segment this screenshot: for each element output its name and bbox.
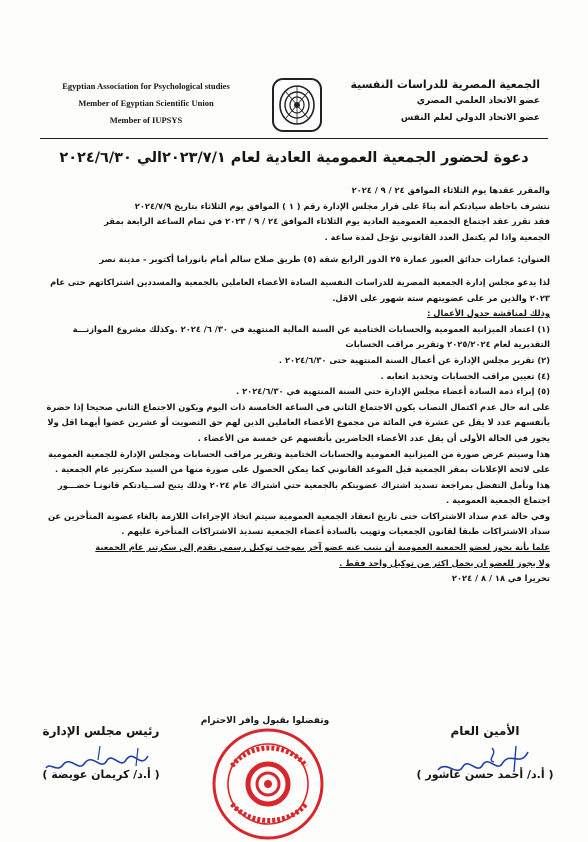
agenda-item: (٢) تقرير مجلس الإدارة عن أعمال السنة المنتهية حتى ٢٠٢٤/٦/٣٠ . xyxy=(278,354,550,365)
handwritten-signature xyxy=(42,742,158,774)
signature-block-secretary xyxy=(410,724,560,781)
secretary-title: الأمين العام xyxy=(450,724,520,738)
body-line: فقد تقرر عقد اجتماع الجمعية العمومية العادية يوم الثلاثاء الموافق ٢٤ / ٩ / ٢٠٢٣ في تمام الساعة الرابعة بمقر xyxy=(104,216,550,227)
proxy-note: ولا يجوز للعضو ان يحمل اكثر من توكيل واحد فقط . xyxy=(339,557,550,568)
body-line: نتشرف باحاطة سيادتكم أنه بناءً على قرار مجلس الإدارة رقم ( ١ ) الموافق يوم الثلاثاء بتاريخ ٢٠٢٤/٧/٩ xyxy=(134,200,550,211)
agenda-item: (١) اعتماد الميزانية العمومية والحسابات الختامية عن السنة المالية المنتهية في ٣٠/ ٦/ ٢٠٢٤ .وكذلك مشروع الموازنـــة xyxy=(72,323,550,334)
body-line: ٢٠٢٣ والذين مر على عضويتهم ستة شهور على الاقل. xyxy=(332,292,550,303)
association-stamp-icon xyxy=(210,726,326,842)
header-arabic xyxy=(330,76,540,127)
body-line: يجوز في الحالة الأولى أن يقل عدد الأعضاء الحاضرين بأنفسهم عن خمسة من الأعضاء . xyxy=(197,432,550,443)
issue-date: تحريرا في ١٨ / ٨ / ٢٠٢٤ xyxy=(451,573,550,584)
header-en-line1: Egyptian Association for Psychological studies xyxy=(62,81,230,91)
body-line: هذا وسيتم عرض صورة من الميزانية العمومية والحسابات الختامية وتقرير مراقب الحسابات ومجلس الإدارة للجمعية العمومية xyxy=(48,448,550,459)
header-ar-line2: عضو الاتحاد العلمي المصري xyxy=(416,96,540,106)
body-line: وفي حالة عدم سداد الاشتراكات حتى تاريخ انعقاد الجمعية العمومية سيتم اتخاذ الإجراءات اللازمة بالغاء عضوية المتأخرين عن xyxy=(47,510,550,521)
body-line: لذا يدعو مجلس إدارة الجمعية المصرية للدراسات النفسية السادة الأعضاء العاملين بالجمعية والمسددين اشتراكاتهم حتى عام xyxy=(50,276,550,287)
header-en-line2: Member of Egyptian Scientific Union xyxy=(78,98,214,108)
body-line: على لائحة الإعلانات بمقر الجمعية قبل الموعد القانوني كما يمكن الحصول على صورة منها من السيد سكرتير عام الجمعية . xyxy=(55,464,550,475)
body-line: هذا ونأمل التفضل بمراجعة تسديد اشتراك عضويتكم بالجمعية حتي اشتراك عام ٢٠٢٤ وذلك يتيح لســيادتكم قانونـا حضـــور xyxy=(58,479,550,490)
body-line: على انه حال عدم اكتمال النصاب يكون الاجتماع الثاني في الساعة الخامسة ذات اليوم ويكون الاجتماع الثاني صحيحا إذا حضرة xyxy=(46,401,550,412)
header-ar-line1: الجمعية المصرية للدراسات النفسية xyxy=(350,78,540,91)
address-line: العنوان: عمارات حدائق العبور عمارة ٢٥ الدور الرابع شقة (٥) طريق صلاح سالم أمام بانوراما أكتوبر - مدينة نصر xyxy=(99,254,550,265)
header-english xyxy=(46,78,246,129)
header-ar-line3: عضو الاتحاد الدولي لعلم النفس xyxy=(400,113,540,123)
chairman-name: ( أ.د/ كريمان عويضة ) xyxy=(42,768,160,781)
handwritten-signature xyxy=(428,742,538,778)
body-line: اجتماع الجمعية العمومية . xyxy=(446,495,550,506)
chairman-title: رئيس مجلس الإدارة xyxy=(42,724,160,738)
header-en-line3: Member of IUPSYS xyxy=(109,115,183,125)
signature-block-chairman xyxy=(26,724,176,781)
agenda-item: التقديرية لعام ٢٠٢٥/٢٠٢٤ وتقرير مراقب الحسابات xyxy=(345,339,550,350)
letter-body xyxy=(38,183,550,587)
document-title: دعوة لحضور الجمعية العمومية العادية لعام ٢٠٢٣/٧/١الي ٢٠٢٤/٦/٣٠ xyxy=(59,150,529,166)
closing-line: وتفضلوا بقبول وافر الاحترام xyxy=(200,716,330,726)
body-line: سداد الاشتراكات طبقا لقانون الجمعيات وتهيب بالسادة أعضاء الجمعية تسديد الاشتراكات المتأخرة عليهم . xyxy=(121,526,550,537)
body-line: والمقرر عقدها يوم الثلاثاء الموافق ٢٤ / ٩ / ٢٠٢٤ xyxy=(351,185,550,195)
header-divider xyxy=(40,138,548,139)
agenda-heading: وذلك لمناقشة جدول الأعمال : xyxy=(427,308,550,319)
proxy-note: علما بأنة يجوز لعضو الجمعية العمومية أن ينيب عنه عضو آخر بموجب توكيل رسمي يقدم إلي سكرتير عام الجمعية xyxy=(95,542,550,553)
agenda-item: (٤) تعيين مراقب الحسابات وتحديد اتعابه . xyxy=(380,370,550,381)
association-logo-icon xyxy=(272,78,322,132)
body-line: الجمعية واذا لم يكتمل العدد القانوني تؤجل لمدة ساعة . xyxy=(324,231,550,242)
agenda-item: (٥) إبراء ذمة السادة أعضاء مجلس الإدارة حتي السنة المنتهية في ٢٠٢٤/٦/٣٠ . xyxy=(236,386,550,397)
secretary-name: ( أ.د/ أحمد حسن عاشور ) xyxy=(416,768,554,781)
body-line: بأنفسهم عدد لا يقل عن عشرة في المائة من مجموع الأعضاء العاملين الذين لهم حق التصويت أو عشرين عضوا أيهما اقل ولا xyxy=(47,417,550,428)
